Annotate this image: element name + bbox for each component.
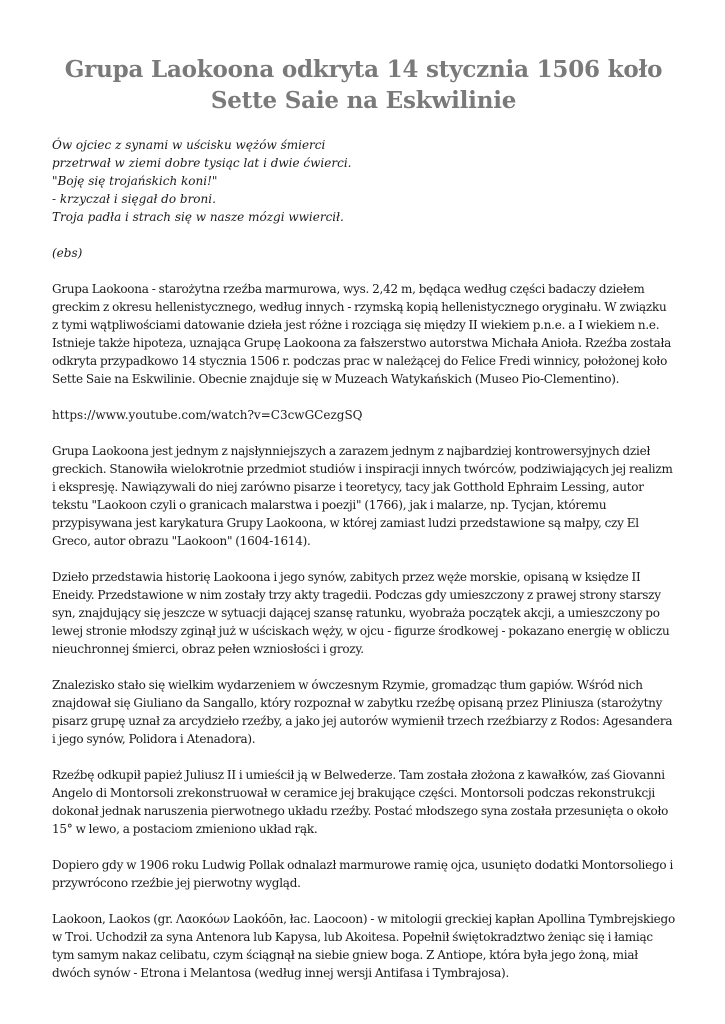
poem-line: "Boję się trojańskich koni!" xyxy=(52,174,218,188)
poem xyxy=(52,136,675,226)
poem-line: Troja padła i strach się w nasze mózgi wwiercił. xyxy=(52,210,344,224)
paragraph-restoration: Rzeźbę odkupił papież Juliusz II i umieścił ją w Belwederze. Tam została złożona z kawałków, zaś Giovanni Angelo di Montorsoli zrekonstruował w ceramice jej brakujące części. Montorsoli podczas rekonstrukcji dokonał jednak naruszenia pierwotnego układu rzeźby. Postać młodszego syna została przesunięta o około 15° w lewo, a postaciom zmieniono układ rąk. xyxy=(52,768,669,836)
paragraph-discovery: Znalezisko stało się wielkim wydarzeniem w ówczesnym Rzymie, gromadząc tłum gapiów. Wśród nich znajdował się Giuliano da Sangallo, który rozpoznał w zabytku rzeźbę opisaną przez Pliniusza (starożytny pisarz grupę uznał za arcydzieło rzeźby, a jako jej autorów wymienił trzech rzeźbiarzy z Rodos: Agesandera i jego synów, Polidora i Atenadora). xyxy=(52,678,673,746)
poem-signature: (ebs) xyxy=(52,246,83,260)
poem-line: Ów ojciec z synami w uścisku wężów śmierci xyxy=(52,138,326,152)
paragraph-intro: Grupa Laokoona - starożytna rzeźba marmurowa, wys. 2,42 m, będąca według części badaczy dziełem greckim z okresu hellenistycznego, według innych - rzymską kopią hellenistycznego oryginału. W związku z tymi wątpliwościami datowanie dzieła jest różne i rozciąga się między II wiekiem p.n.e. a I wiekiem n.e. Istnieje także hipoteza, uznająca Grupę Laokoona za fałszerstwo autorstwa Michała Anioła. Rzeźba została odkryta przypadkowo 14 stycznia 1506 r. podczas prac w należącej do Felice Fredi winnicy, położonej koło Sette Saie na Eskwilinie. Obecnie znajduje się w Muzeach Watykańskich (Museo Pio-Clementino). xyxy=(52,282,672,386)
youtube-link[interactable]: https://www.youtube.com/watch?v=C3cwGCezgSQ xyxy=(52,408,363,422)
document-page xyxy=(52,54,675,982)
page-title: Grupa Laokoona odkryta 14 stycznia 1506 koło Sette Saie na Eskwilinie xyxy=(64,56,663,114)
poem-line: przetrwał w ziemi dobre tysiąc lat i dwie ćwierci. xyxy=(52,156,352,170)
poem-line: - krzyczał i sięgał do broni. xyxy=(52,192,216,206)
paragraph-pollak: Dopiero gdy w 1906 roku Ludwig Pollak odnalazł marmurowe ramię ojca, usunięto dodatki Montorsoliego i przywrócono rzeźbie jej pierwotny wygląd. xyxy=(52,858,674,890)
paragraph-mythology: Laokoon, Laokos (gr. Λαοκόων Laokóōn, łac. Laocoon) - w mitologii greckiej kapłan Apollina Tymbrejskiego w Troi. Uchodził za syna Antenora lub Kapysa, lub Akoitesa. Popełnił świętokradztwo żeniąc się i łamiąc tym samym nakaz celibatu, czym ściągnął na siebie gniew boga. Z Antiope, która była jego żoną, miał dwóch synów - Etrona i Melantosa (według innej wersji Antifasa i Tymbrajosa). xyxy=(52,912,675,980)
paragraph-story: Dzieło przedstawia historię Laokoona i jego synów, zabitych przez węże morskie, opisaną w księdze II Eneidy. Przedstawione w nim zostały trzy akty tragedii. Podczas gdy umieszczony z prawej strony starszy syn, znajdujący się jeszcze w sytuacji dającej szansę ratunku, wyobraża początek akcji, a umieszczony po lewej stronie młodszy zginął już w uściskach węży, w ojcu - figurze środkowej - pokazano energię w obliczu nieuchronnej śmierci, obraz pełen wzniosłości i grozy. xyxy=(52,570,670,656)
paragraph-fame: Grupa Laokoona jest jednym z najsłynniejszych a zarazem jednym z najbardziej kontrowersyjnych dzieł greckich. Stanowiła wielokrotnie przedmiot studiów i inspiracji innych twórców, podziwiających jej realizm i ekspresję. Nawiązywali do niej zarówno pisarze i teoretycy, tacy jak Gotthold Ephraim Lessing, autor tekstu "Laokoon czyli o granicach malarstwa i poezji" (1766), jak i malarze, np. Tycjan, któremu przypisywana jest karykatura Grupy Laokoona, w której zamiast ludzi przedstawione są małpy, czy El Greco, autor obrazu "Laokoon" (1604-1614). xyxy=(52,444,673,548)
